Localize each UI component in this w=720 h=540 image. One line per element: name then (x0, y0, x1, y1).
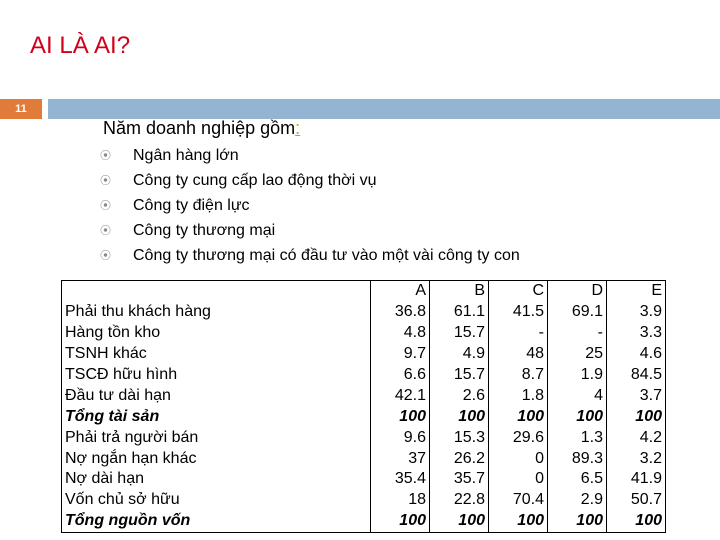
intro-colon: : (295, 118, 301, 138)
table-row (62, 365, 666, 386)
table-cell: 100 (430, 511, 489, 532)
table-cell: 1.8 (489, 385, 548, 406)
table-cell: - (489, 323, 548, 344)
table-cell: 37 (371, 448, 430, 469)
table-header-row (62, 281, 666, 302)
table-cell: 35.7 (430, 469, 489, 490)
table-cell: 100 (489, 406, 548, 427)
list-item (100, 145, 520, 170)
table-cell: 4.6 (607, 344, 666, 365)
table-cell: 15.7 (430, 323, 489, 344)
list-item (100, 245, 520, 270)
bullet-icon: ⦿ (100, 200, 111, 212)
bullet-text: Công ty cung cấp lao động thời vụ (133, 172, 377, 189)
table-row (62, 344, 666, 365)
table-cell: 84.5 (607, 365, 666, 386)
list-item (100, 195, 520, 220)
bullet-icon: ⦿ (100, 225, 111, 237)
row-label (62, 281, 371, 302)
table-row (62, 448, 666, 469)
list-item (100, 170, 520, 195)
table-cell: 41.5 (489, 302, 548, 323)
intro-label: Năm doanh nghiệp gồm (103, 118, 296, 138)
bullet-text: Công ty thương mại có đầu tư vào một vài công ty con (133, 247, 520, 264)
row-label: Phải trả người bán (65, 428, 199, 446)
table-cell: E (607, 281, 666, 302)
bullet-text: Công ty thương mại (133, 222, 276, 239)
table-cell: 15.7 (430, 365, 489, 386)
table-cell: 89.3 (548, 448, 607, 469)
table-cell: 0 (489, 469, 548, 490)
table-cell: D (548, 281, 607, 302)
bullet-icon: ⦿ (100, 175, 111, 187)
table-cell: 36.8 (371, 302, 430, 323)
row-label: Tổng nguồn vốn (65, 512, 191, 530)
table-row (62, 302, 666, 323)
table-cell: 61.1 (430, 302, 489, 323)
row-label: Đầu tư dài hạn (65, 386, 171, 404)
table-cell: 3.2 (607, 448, 666, 469)
slide-title: AI LÀ AI? (30, 32, 131, 59)
table-cell: 100 (607, 406, 666, 427)
row-label: Vốn chủ sở hữu (65, 491, 180, 509)
table-cell: 9.7 (371, 344, 430, 365)
row-label: Nợ dài hạn (65, 470, 144, 488)
table-row (62, 511, 666, 532)
table-cell: 26.2 (430, 448, 489, 469)
table-cell: 0 (489, 448, 548, 469)
intro-text (103, 118, 300, 139)
table-cell: 29.6 (489, 427, 548, 448)
table-cell: 42.1 (371, 385, 430, 406)
table-cell: 2.6 (430, 385, 489, 406)
list-item (100, 220, 520, 245)
table-cell: 1.3 (548, 427, 607, 448)
table-cell: 100 (548, 406, 607, 427)
bullet-icon: ⦿ (100, 150, 111, 162)
table-cell: 100 (371, 406, 430, 427)
table-cell: 2.9 (548, 490, 607, 511)
table-cell: 8.7 (489, 365, 548, 386)
table-cell: 3.7 (607, 385, 666, 406)
table-row (62, 490, 666, 511)
table-cell: 6.6 (371, 365, 430, 386)
table-cell: 41.9 (607, 469, 666, 490)
table-cell: 48 (489, 344, 548, 365)
header-bar (48, 99, 720, 119)
table-cell: A (371, 281, 430, 302)
table-cell: 100 (371, 511, 430, 532)
table-cell: 4.2 (607, 427, 666, 448)
row-label: TSNH khác (65, 345, 147, 363)
table-row (62, 323, 666, 344)
table-row (62, 385, 666, 406)
bullet-text: Ngân hàng lớn (133, 147, 239, 164)
table-cell: 50.7 (607, 490, 666, 511)
row-label: TSCĐ hữu hình (65, 366, 178, 383)
table-cell: 100 (430, 406, 489, 427)
table-cell: 100 (489, 511, 548, 532)
table-cell: 1.9 (548, 365, 607, 386)
table-cell: 70.4 (489, 490, 548, 511)
table-row (62, 406, 666, 427)
table-cell: B (430, 281, 489, 302)
table-cell: 100 (607, 511, 666, 532)
table-cell: 100 (548, 511, 607, 532)
bullet-icon: ⦿ (100, 250, 111, 262)
table-cell: 4 (548, 385, 607, 406)
table-cell: 4.8 (371, 323, 430, 344)
bullet-list (100, 145, 520, 270)
table-cell: 4.9 (430, 344, 489, 365)
row-label: Nợ ngắn hạn khác (65, 449, 197, 467)
table-cell: 18 (371, 490, 430, 511)
slide-number: 11 (0, 99, 42, 119)
table-row (62, 427, 666, 448)
bullet-text: Công ty điện lực (133, 197, 250, 214)
row-label: Hàng tồn kho (65, 324, 161, 342)
table-cell: 22.8 (430, 490, 489, 511)
row-label: Tổng tài sản (65, 407, 160, 425)
table-cell: 15.3 (430, 427, 489, 448)
balance-sheet-table (61, 280, 666, 533)
table-cell: 3.3 (607, 323, 666, 344)
table-cell: 9.6 (371, 427, 430, 448)
table-cell: 3.9 (607, 302, 666, 323)
table-cell: C (489, 281, 548, 302)
table-row (62, 469, 666, 490)
row-label: Phải thu khách hàng (65, 303, 211, 321)
table-cell: 35.4 (371, 469, 430, 490)
table-cell: 6.5 (548, 469, 607, 490)
table-cell: 25 (548, 344, 607, 365)
table-cell: - (548, 323, 607, 344)
table-cell: 69.1 (548, 302, 607, 323)
